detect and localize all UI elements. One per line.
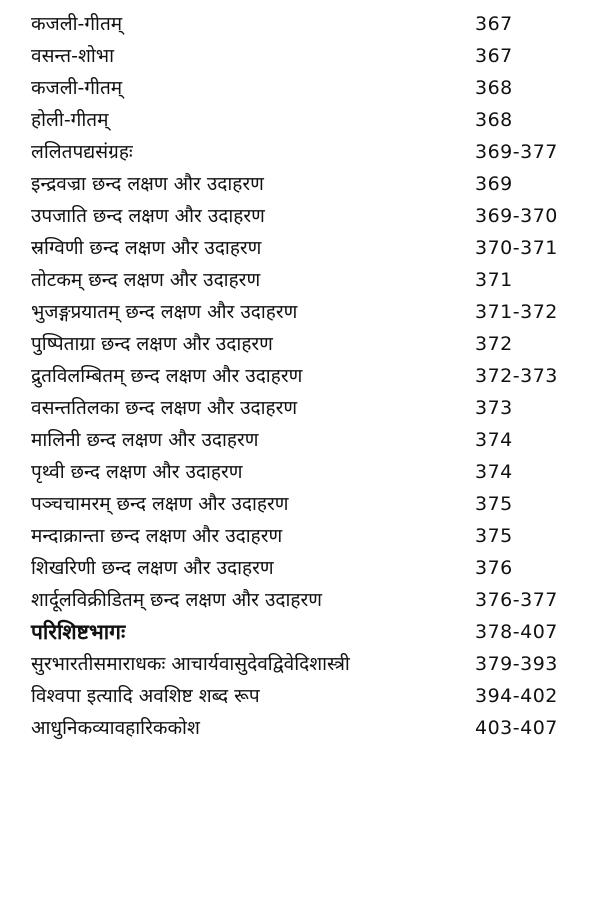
toc-entry-title: विश्वपा इत्यादि अवशिष्ट शब्द रूप <box>31 685 260 707</box>
toc-entry-page: 369-377 <box>475 141 558 163</box>
toc-entry-page: 403-407 <box>475 717 558 739</box>
toc-entry <box>31 456 571 488</box>
toc-entry <box>31 8 571 40</box>
toc-entry-page: 375 <box>475 493 513 515</box>
toc-entry-page: 373 <box>475 397 513 419</box>
toc-entry-page: 379-393 <box>475 653 558 675</box>
toc-entry-page: 370-371 <box>475 237 558 259</box>
toc-entry-page: 374 <box>475 429 513 451</box>
toc-entry-title: भुजङ्गप्रयातम् छन्द लक्षण और उदाहरण <box>31 301 298 323</box>
toc-entry-title: शार्दूलविक्रीडितम् छन्द लक्षण और उदाहरण <box>31 589 322 611</box>
toc-entry-page: 367 <box>475 13 513 35</box>
toc-entry-page: 367 <box>475 45 513 67</box>
toc-entry-title: मन्दाक्रान्ता छन्द लक्षण और उदाहरण <box>31 525 283 547</box>
toc-entry-title: ललितपद्यसंग्रहः <box>31 141 133 163</box>
toc-entry <box>31 648 571 680</box>
toc-entry <box>31 584 571 616</box>
table-of-contents <box>31 8 571 744</box>
toc-entry-title: पञ्चचामरम् छन्द लक्षण और उदाहरण <box>31 493 289 515</box>
toc-entry-page: 376 <box>475 557 513 579</box>
toc-section-heading <box>31 616 571 648</box>
toc-entry-page: 372 <box>475 333 513 355</box>
toc-entry-page: 371 <box>475 269 513 291</box>
toc-entry <box>31 264 571 296</box>
toc-entry-page: 368 <box>475 109 513 131</box>
toc-entry <box>31 328 571 360</box>
toc-entry-title: होली-गीतम् <box>31 109 109 131</box>
toc-entry <box>31 424 571 456</box>
toc-section-title: परिशिष्टभागः <box>31 620 126 644</box>
toc-entry-page: 376-377 <box>475 589 558 611</box>
toc-entry-page: 369 <box>475 173 513 195</box>
toc-entry-title: द्रुतविलम्बितम् छन्द लक्षण और उदाहरण <box>31 365 303 387</box>
toc-entry <box>31 72 571 104</box>
toc-section-page: 378-407 <box>475 621 558 643</box>
toc-entry <box>31 296 571 328</box>
toc-entry-title: पुष्पिताग्रा छन्द लक्षण और उदाहरण <box>31 333 273 355</box>
toc-entry <box>31 40 571 72</box>
toc-entry-title: सुरभारतीसमाराधकः आचार्यवासुदेवद्विवेदिशास्त्री <box>31 653 350 675</box>
toc-entry <box>31 520 571 552</box>
toc-entry-page: 394-402 <box>475 685 558 707</box>
toc-entry <box>31 104 571 136</box>
toc-entry <box>31 680 571 712</box>
toc-entry <box>31 232 571 264</box>
toc-entry-title: स्रग्विणी छन्द लक्षण और उदाहरण <box>31 237 262 259</box>
toc-entry-page: 374 <box>475 461 513 483</box>
toc-entry <box>31 360 571 392</box>
toc-entry-page: 369-370 <box>475 205 558 227</box>
toc-entry-title: पृथ्वी छन्द लक्षण और उदाहरण <box>31 461 243 483</box>
toc-entry-title: वसन्त-शोभा <box>31 45 115 67</box>
toc-entry <box>31 200 571 232</box>
toc-entry <box>31 488 571 520</box>
toc-entry <box>31 552 571 584</box>
toc-entry-page: 375 <box>475 525 513 547</box>
toc-entry-title: उपजाति छन्द लक्षण और उदाहरण <box>31 205 265 227</box>
toc-entry-title: मालिनी छन्द लक्षण और उदाहरण <box>31 429 259 451</box>
toc-entry-page: 371-372 <box>475 301 558 323</box>
toc-entry <box>31 392 571 424</box>
toc-entry-title: आधुनिकव्यावहारिककोश <box>31 717 200 739</box>
toc-entry-title: वसन्ततिलका छन्द लक्षण और उदाहरण <box>31 397 298 419</box>
toc-entry <box>31 136 571 168</box>
toc-entry-page: 372-373 <box>475 365 558 387</box>
toc-entry-title: इन्द्रवज्रा छन्द लक्षण और उदाहरण <box>31 173 264 195</box>
toc-entry-page: 368 <box>475 77 513 99</box>
toc-entry-title: शिखरिणी छन्द लक्षण और उदाहरण <box>31 557 274 579</box>
toc-entry-title: कजली-गीतम् <box>31 77 123 99</box>
toc-entry-title: कजली-गीतम् <box>31 13 123 35</box>
toc-entry <box>31 168 571 200</box>
toc-entry-title: तोटकम् छन्द लक्षण और उदाहरण <box>31 269 261 291</box>
toc-entry <box>31 712 571 744</box>
